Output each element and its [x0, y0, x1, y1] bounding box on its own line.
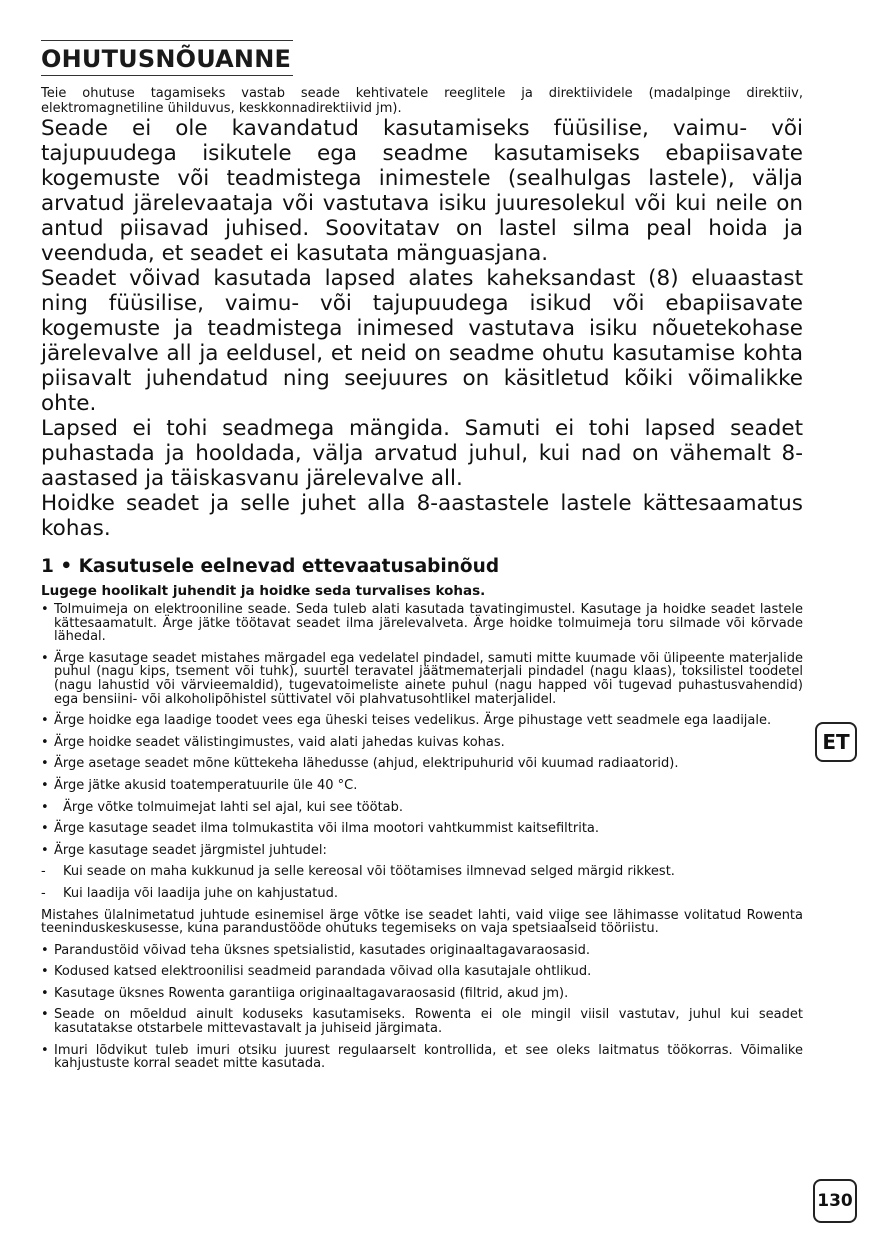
list-item: • Ärge kasutage seadet järgmistel juhtudel: — [41, 842, 327, 858]
language-tab: ET — [815, 722, 857, 762]
bullet-icon: • — [41, 1042, 49, 1058]
list-item: • Imuri lõdvikut tuleb imuri otsiku juurest regulaarselt kontrollida, et see oleks laitmatus töökorras. Võimalike kahjustuste korral seadet mitte kasutada. — [41, 1042, 803, 1072]
bullet-icon: • — [41, 964, 49, 980]
list-item: • Ärge kasutage seadet mistahes märgadel ega vedelatel pindadel, samuti mitte kuumade või ülipeente materjalide puhul (nagu kips, tsement või tuhk), suurtel teravatel jäätmematerjali pindadel (nagu klaas), toksilistel toodetel (nagu lahustid või värvieemaldid), tugevatoimeliste ainete puhul (nagu happed või tugevad puhastusvahendid) ega bensiini- või alkoholipõhistel süttivatel või plahvatusohtlikel materjalidel. — [41, 650, 803, 707]
warning-paragraph: Lapsed ei tohi seadmega mängida. Samuti ei tohi lapsed seadet puhastada ja hooldada, välja arvatud juhul, kui nad on vähemalt 8-aastased ja täiskasvanu järelevalve all. — [41, 416, 803, 491]
page-number: 130 — [813, 1179, 857, 1223]
bullet-icon: • — [41, 985, 49, 1001]
list-item: • Kodused katsed elektroonilisi seadmeid parandada võivad olla kasutajale ohtlikud. — [41, 964, 592, 980]
list-item: • Ärge jätke akusid toatemperatuurile üle 40 °C. — [41, 777, 358, 793]
precautions-list — [41, 603, 803, 1071]
list-item: • Ärge hoidke ega laadige toodet vees ega üheski teises vedelikus. Ärge pihustage vett seadmele ega laadijale. — [41, 713, 772, 729]
list-item: • Seade on mõeldud ainult koduseks kasutamiseks. Rowenta ei ole mingil viisil vastutav, juhul kui seadet kasutatakse otstarbele mittevastavalt ja juhiseid järgimata. — [41, 1007, 803, 1037]
dash-item: - Kui seade on maha kukkunud ja selle kereosal või töötamises ilmnevad selged märgid rikkest. — [41, 864, 675, 880]
list-item: • Tolmuimeja on elektrooniline seade. Seda tuleb alati kasutada tavatingimustel. Kasutage ja hoidke seadet lastele kättesaamatult. Ärge jätke töötavat seadet ilma järelevalveta. Ärge hoidke tolmuimeja toru silmade või kõrvade lähedal. — [41, 602, 803, 645]
list-item: • Ärge kasutage seadet ilma tolmukastita või ilma mootori vahtkummist kaitsefiltrita. — [41, 821, 600, 837]
title-box — [41, 40, 293, 76]
dash-icon: - — [41, 864, 46, 880]
dash-icon: - — [41, 885, 46, 901]
bullet-icon: • — [41, 842, 49, 858]
list-item: • Ärge võtke tolmuimejat lahti sel ajal, kui see töötab. — [41, 799, 404, 815]
service-paragraph: Mistahes ülalnimetatud juhtude esinemisel ärge võtke ise seadet lahti, vaid viige see lähimasse volitatud Rowenta teeninduskeskusesse, kuna parandustööde ohutuks tegemiseks on vaja spetsiaalseid tööriistu. — [41, 907, 803, 937]
bullet-icon: • — [41, 1007, 49, 1023]
section-heading: 1 • Kasutusele eelnevad ettevaatusabinõud — [41, 556, 500, 577]
bullet-icon: • — [41, 713, 49, 729]
list-item: • Ärge hoidke seadet välistingimustes, vaid alati jahedas kuivas kohas. — [41, 734, 505, 750]
warning-paragraph: Seade ei ole kavandatud kasutamiseks füüsilise, vaimu- või tajupuudega isikutele ega seadme kasutamiseks ebapiisavate kogemuste või teadmistega inimestele (sealhulgas lastele), välja arvatud järelevaataja või vastutava isiku juuresolekul või kui neile on antud piisavad juhised. Soovitatav on lastel silma peal hoida ja veenduda, et seadet ei kasutata mänguasjana. — [41, 116, 803, 266]
bullet-icon: • — [41, 734, 49, 750]
bullet-icon: • — [41, 799, 49, 815]
list-item: • Parandustöid võivad teha üksnes spetsialistid, kasutades originaaltagavaraosasid. — [41, 942, 590, 958]
bullet-icon: • — [41, 777, 49, 793]
warning-paragraph: Seadet võivad kasutada lapsed alates kaheksandast (8) eluaastast ning füüsilise, vaimu- või tajupuudega isikud või ebapiisavate kogemuste ja teadmistega inimesed vastutava isiku nõuetekohase järelevalve all ja eeldusel, et neid on seadme ohutu kasutamise kohta piisavalt juhendatud ning seejuures on käsitletud kõiki võimalikke ohte. — [41, 266, 803, 416]
bullet-icon: • — [41, 756, 49, 772]
list-item: • Kasutage üksnes Rowenta garantiiga originaaltagavaraosasid (filtrid, akud jm). — [41, 985, 569, 1001]
bullet-icon: • — [41, 602, 49, 617]
warnings-block — [41, 116, 803, 541]
bullet-icon: • — [41, 821, 49, 837]
warning-paragraph: Hoidke seadet ja selle juhet alla 8-aastastele lastele kättesaamatus kohas. — [41, 491, 803, 541]
bullet-icon: • — [41, 650, 49, 666]
dash-item: - Kui laadija või laadija juhe on kahjustatud. — [41, 885, 338, 901]
intro-text: Teie ohutuse tagamiseks vastab seade kehtivatele reeglitele ja direktiividele (madalpinge direktiiv, elektromagnetiline ühilduvus, keskkonnadirektiivid jm). — [41, 86, 803, 116]
list-item: • Ärge asetage seadet mõne küttekeha lähedusse (ahjud, elektripuhurid või kuumad radiaatorid). — [41, 756, 679, 772]
document-page — [41, 40, 803, 1079]
bullet-icon: • — [41, 942, 49, 958]
page-title: OHUTUSNÕUANNE — [41, 45, 292, 73]
section-subheading: Lugege hoolikalt juhendit ja hoidke seda turvalises kohas. — [41, 583, 486, 599]
